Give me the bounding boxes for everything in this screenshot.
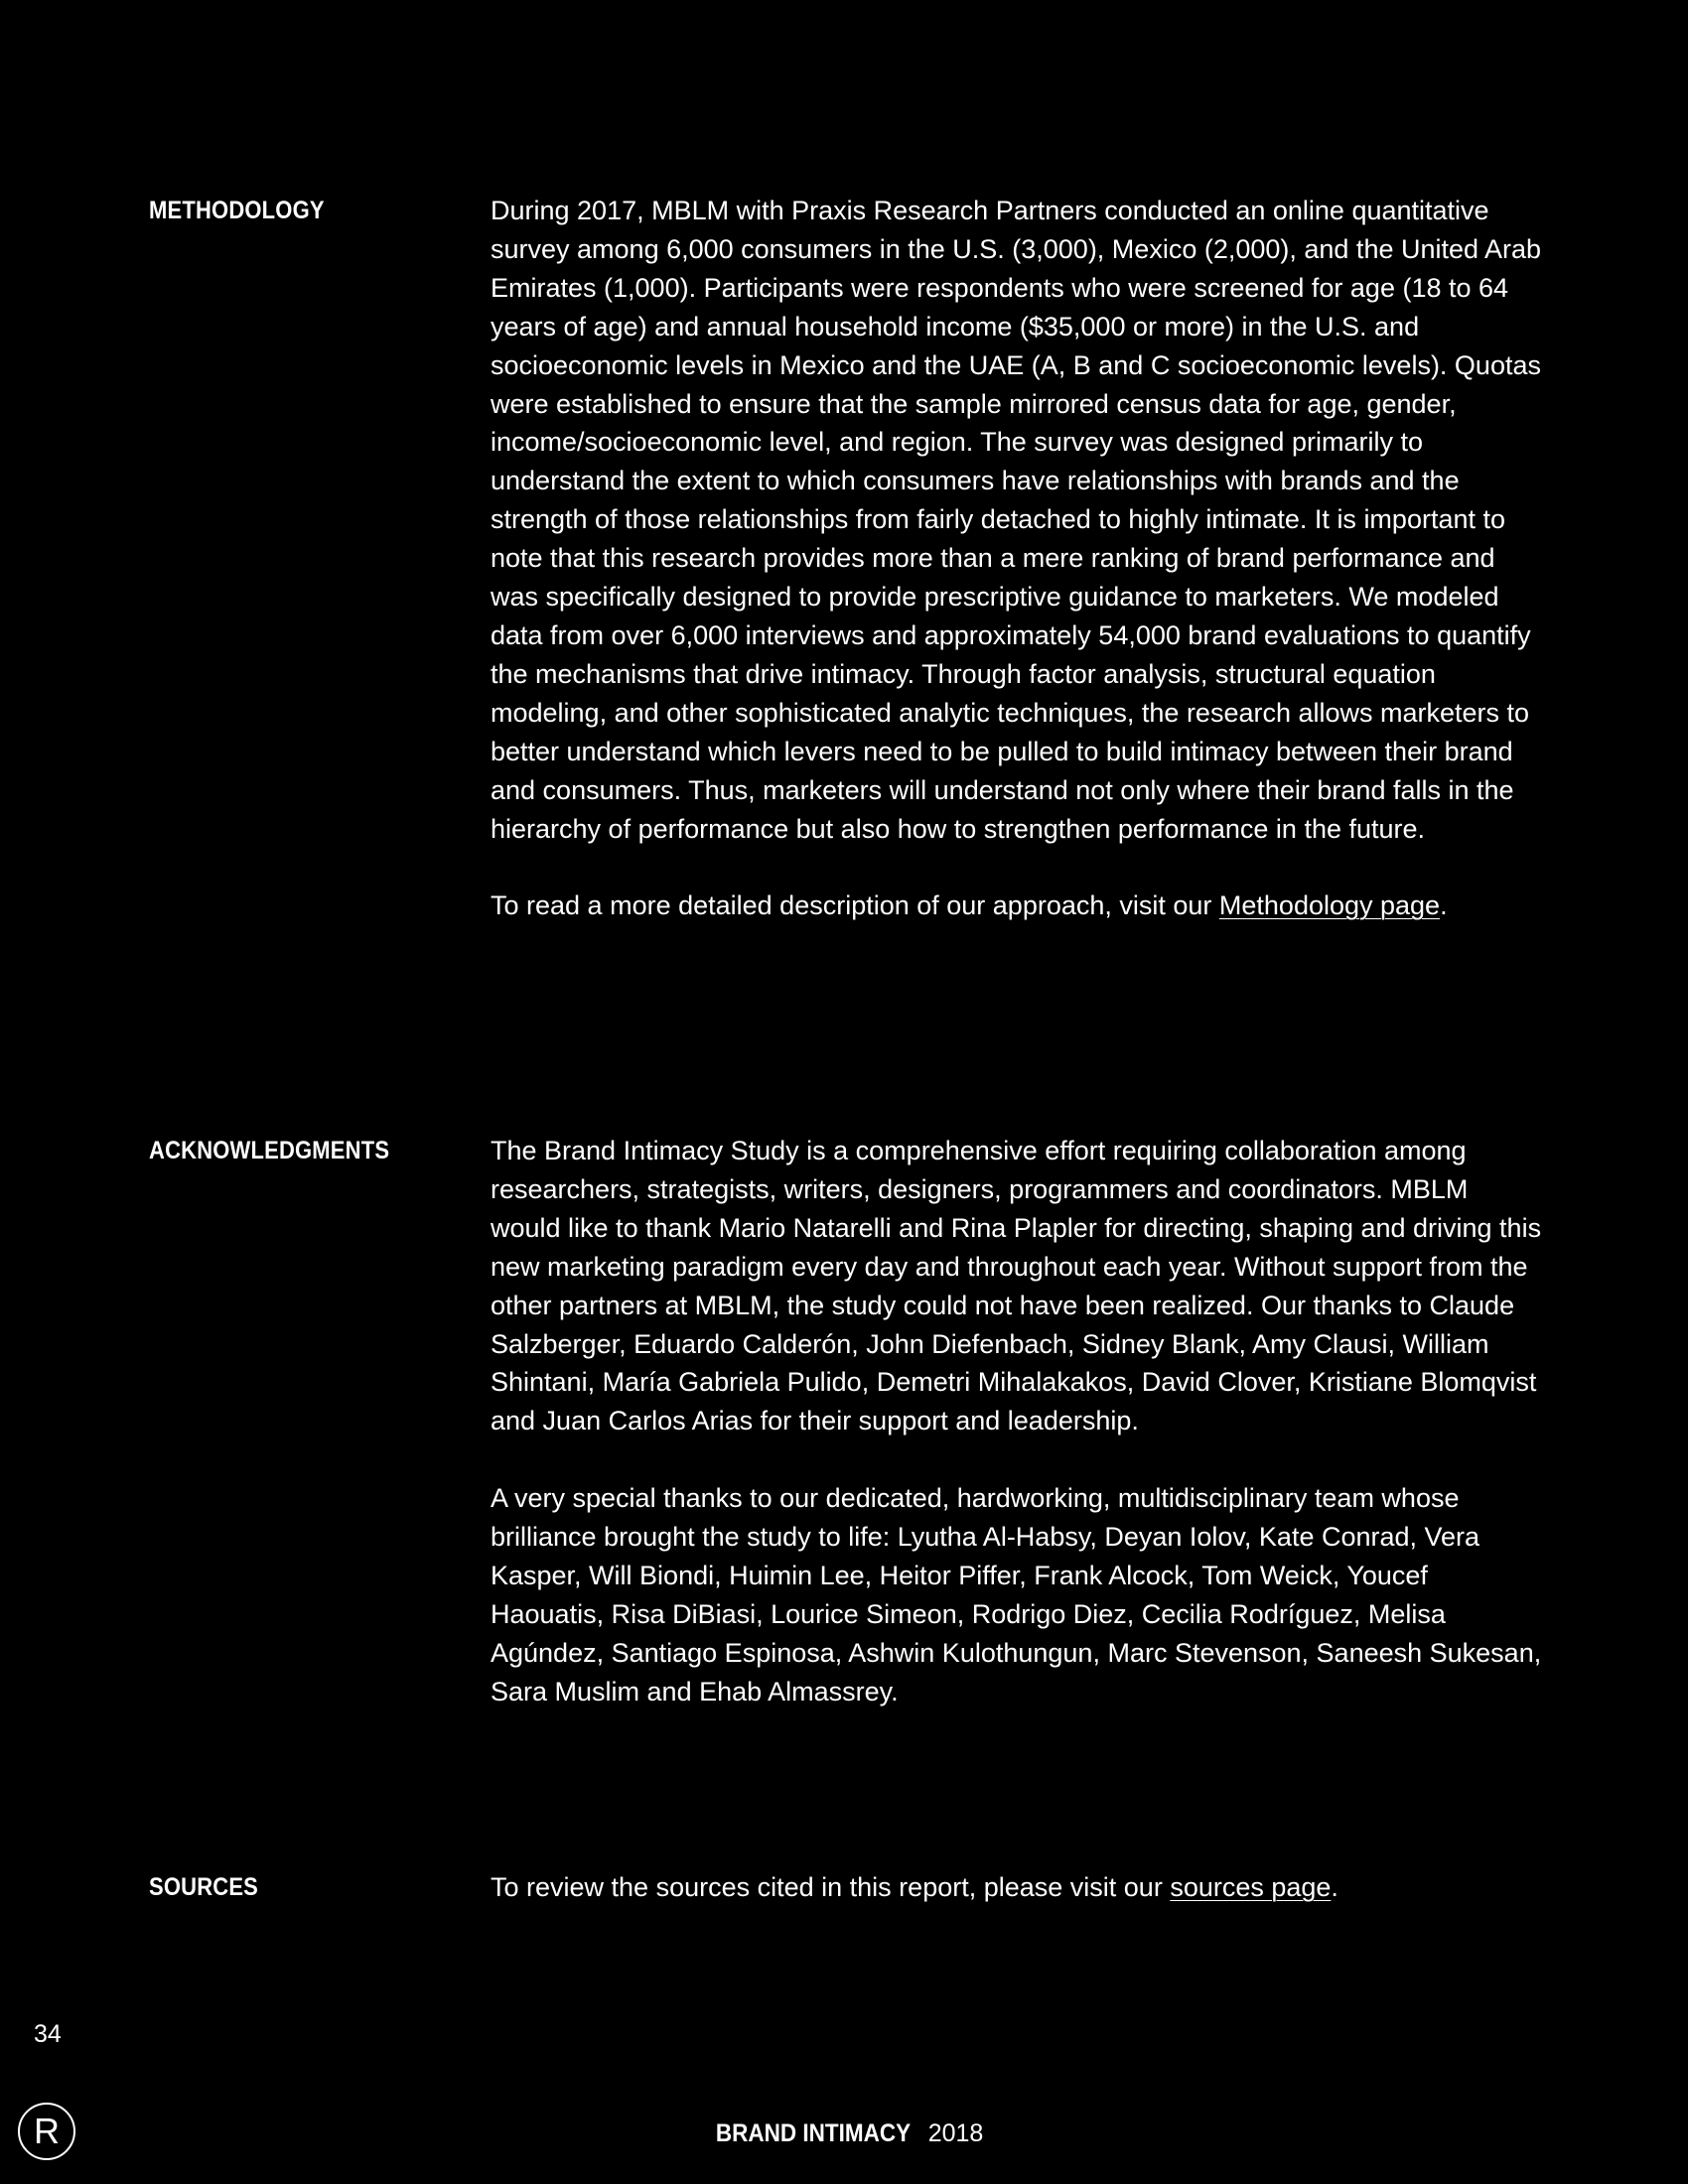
methodology-paragraph: During 2017, MBLM with Praxis Research Partners conducted an online quantitative survey among 6,000 consumers in the U.S. (3,000), Mexico (2,000), and the United Arab Emirates (1,000). Participants were respondents who were screened for age (18 to 64 years of age) and annual household income ($35,000 or more) in the U.S. and socioeconomic levels in Mexico and the UAE (A, B and C socioeconomic levels). Quotas were established to ensure that the sample mirrored census data for age, gender, income/socioeconomic level, and region. The survey was designed primarily to understand the extent to which consumers have relationships with brands and the strength of those relationships from fairly detached to highly intimate. It is important to note that this research provides more than a mere ranking of brand performance and was specifically designed to provide prescriptive guidance to marketers. We modeled data from over 6,000 interviews and approximately 54,000 brand evaluations to quantify the mechanisms that drive intimacy. Through factor analysis, structural equation modeling, and other sophisticated analytic techniques, the research allows marketers to better understand which levers need to be pulled to build intimacy between their brand and consumers. Thus, marketers will understand not only where their brand falls in the hierarchy of performance but also how to strengthen performance in the future. — [491, 196, 1542, 844]
methodology-link-suffix: . — [1440, 890, 1448, 921]
methodology-link-prefix: To read a more detailed description of our approach, visit our — [491, 890, 1219, 921]
acknowledgments-paragraph-1: The Brand Intimacy Study is a comprehensive effort requiring collaboration among researchers, strategists, writers, designers, programmers and coordinators. MBLM would like to thank Mario Natarelli and Rina Plapler for directing, shaping and driving this new marketing paradigm every day and throughout each year. Without support from the other partners at MBLM, the study could not have been realized. Our thanks to Claude Salzberger, Eduardo Calderón, John Diefenbach, Sidney Blank, Amy Clausi, William Shintani, María Gabriela Pulido, Demetri Mihalakakos, David Clover, Kristiane Blomqvist and Juan Carlos Arias for their support and leadership. — [491, 1136, 1542, 1436]
methodology-heading: METHODOLOGY — [149, 197, 325, 224]
sources-body — [491, 1868, 1543, 1907]
acknowledgments-paragraph-2: A very special thanks to our dedicated, hardworking, multidisciplinary team whose brilliance brought the study to life: Lyutha Al-Habsy, Deyan Iolov, Kate Conrad, Vera Kasper, Will Biondi, Huimin Lee, Heitor Piffer, Frank Alcock, Tom Weick, Youcef Haouatis, Risa DiBiasi, Lourice Simeon, Rodrigo Diez, Cecilia Rodríguez, Melisa Agúndez, Santiago Espinosa, Ashwin Kulothungun, Marc Stevenson, Saneesh Sukesan, Sara Muslim and Ehab Almassrey. — [491, 1483, 1542, 1706]
footer-title — [0, 2118, 1688, 2148]
sources-heading: SOURCES — [149, 1873, 259, 1901]
methodology-body — [491, 192, 1543, 925]
logo-letter: R — [34, 2111, 60, 2151]
sources-paragraph — [491, 1868, 1543, 1907]
footer-brand: BRAND INTIMACY — [715, 2119, 911, 2147]
acknowledgments-body — [491, 1132, 1543, 1711]
sources-suffix: . — [1331, 1872, 1338, 1902]
methodology-page-link[interactable]: Methodology page — [1218, 890, 1441, 921]
sources-prefix: To review the sources cited in this report, please visit our — [491, 1872, 1171, 1902]
methodology-link-paragraph — [491, 887, 1543, 925]
footer-year: 2018 — [927, 2119, 984, 2147]
page-number: 34 — [34, 2020, 62, 2048]
acknowledgments-heading: ACKNOWLEDGMENTS — [149, 1137, 390, 1164]
sources-page-link[interactable]: sources page — [1170, 1872, 1332, 1902]
